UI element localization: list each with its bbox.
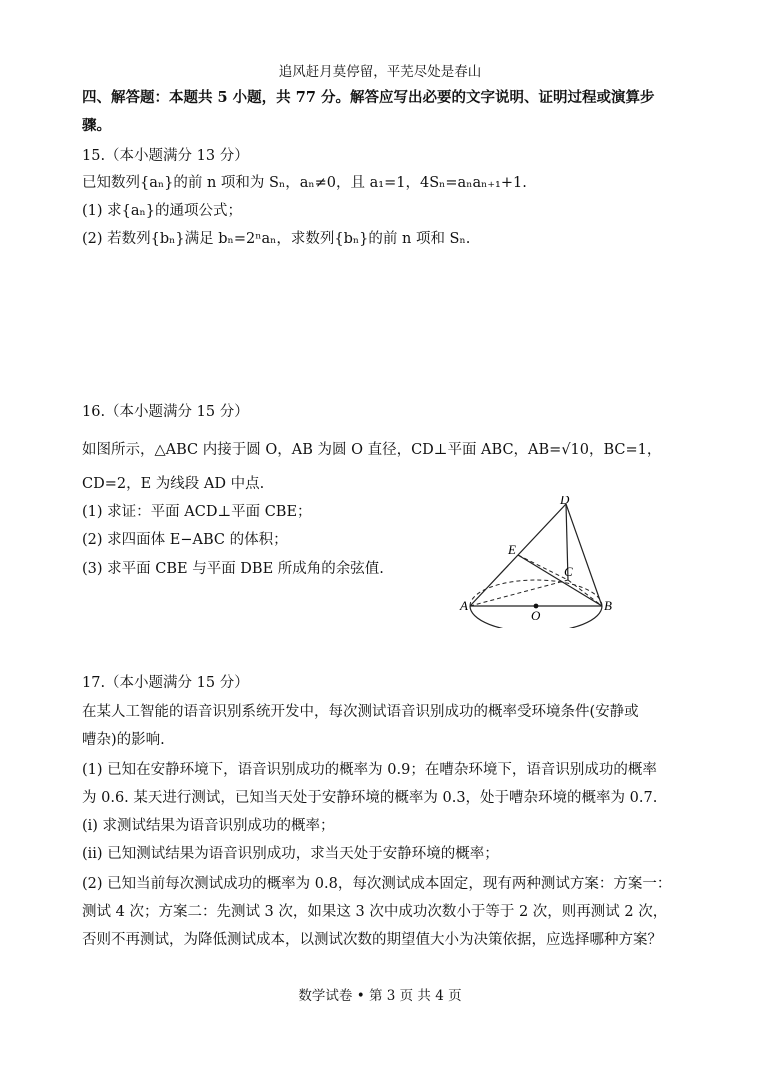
q17-heading: 17.（本小题满分 15 分）: [82, 675, 249, 691]
label-A: A: [460, 598, 468, 613]
q16-heading: 16.（本小题满分 15 分）: [82, 404, 249, 420]
section-title-line1: 四、解答题：本题共 5 小题，共 77 分。解答应写出必要的文字说明、证明过程或演算步: [82, 89, 655, 106]
label-B: B: [604, 598, 612, 613]
q17-part1-ii: (ii) 已知测试结果为语音识别成功，求当天处于安静环境的概率；: [82, 846, 499, 862]
edge-AC: [470, 580, 568, 606]
label-O: O: [531, 608, 541, 623]
q15-part2: (2) 若数列{bₙ}满足 bₙ=2ⁿaₙ，求数列{bₙ}的前 n 项和 Sₙ.: [82, 231, 471, 247]
circle-back-arc: [470, 580, 602, 606]
q15-heading: 15.（本小题满分 13 分）: [82, 148, 249, 164]
q17-stem-line2: 嘈杂)的影响.: [82, 732, 165, 748]
tetrahedron-figure: [458, 496, 628, 628]
q16-stem-line1: 如图所示，△ABC 内接于圆 O，AB 为圆 O 直径，CD⊥平面 ABC，AB=√10，BC=1，: [82, 442, 662, 458]
q17-part1-line1: (1) 已知在安静环境下，语音识别成功的概率为 0.9；在嘈杂环境下，语音识别成功的概率: [82, 762, 657, 778]
q17-part2-line2: 测试 4 次；方案二：先测试 3 次，如果这 3 次中成功次数小于等于 2 次，则再测试 2 次，: [82, 904, 668, 920]
q15-part1: (1) 求{aₙ}的通项公式；: [82, 203, 243, 219]
q16-stem-line2: CD=2，E 为线段 AD 中点.: [82, 476, 265, 492]
edge-DB: [566, 504, 602, 606]
edge-EC: [518, 555, 568, 580]
q17-part1-line2: 为 0.6. 某天进行测试，已知当天处于安静环境的概率为 0.3，处于嘈杂环境的概率为 0.7.: [82, 790, 658, 806]
q16-part3: (3) 求平面 CBE 与平面 DBE 所成角的余弦值.: [82, 561, 384, 577]
q15-stem: 已知数列{aₙ}的前 n 项和为 Sₙ，aₙ≠0，且 a₁=1，4Sₙ=aₙaₙ₊₁+1.: [82, 175, 527, 191]
page-header-motto: 追风赶月莫停留，平芜尽处是春山: [278, 64, 482, 80]
q17-part2-line1: (2) 已知当前每次测试成功的概率为 0.8，每次测试成本固定，现有两种测试方案：方案一：: [82, 876, 672, 892]
label-C: C: [564, 564, 573, 579]
section-title-line2: 骤。: [82, 117, 111, 134]
q17-part1-i: (i) 求测试结果为语音识别成功的概率；: [82, 818, 335, 834]
label-E: E: [508, 542, 516, 557]
label-D: D: [560, 496, 570, 507]
q17-part2-line3: 否则不再测试，为降低测试成本，以测试次数的期望值大小为决策依据，应选择哪种方案？: [82, 932, 662, 948]
q16-part1: (1) 求证：平面 ACD⊥平面 CBE；: [82, 504, 312, 520]
page-footer: 数学试卷 • 第 3 页 共 4 页: [298, 988, 462, 1004]
q16-part2: (2) 求四面体 E−ABC 的体积；: [82, 532, 288, 548]
q17-stem-line1: 在某人工智能的语音识别系统开发中，每次测试语音识别成功的概率受环境条件(安静或: [82, 704, 639, 720]
